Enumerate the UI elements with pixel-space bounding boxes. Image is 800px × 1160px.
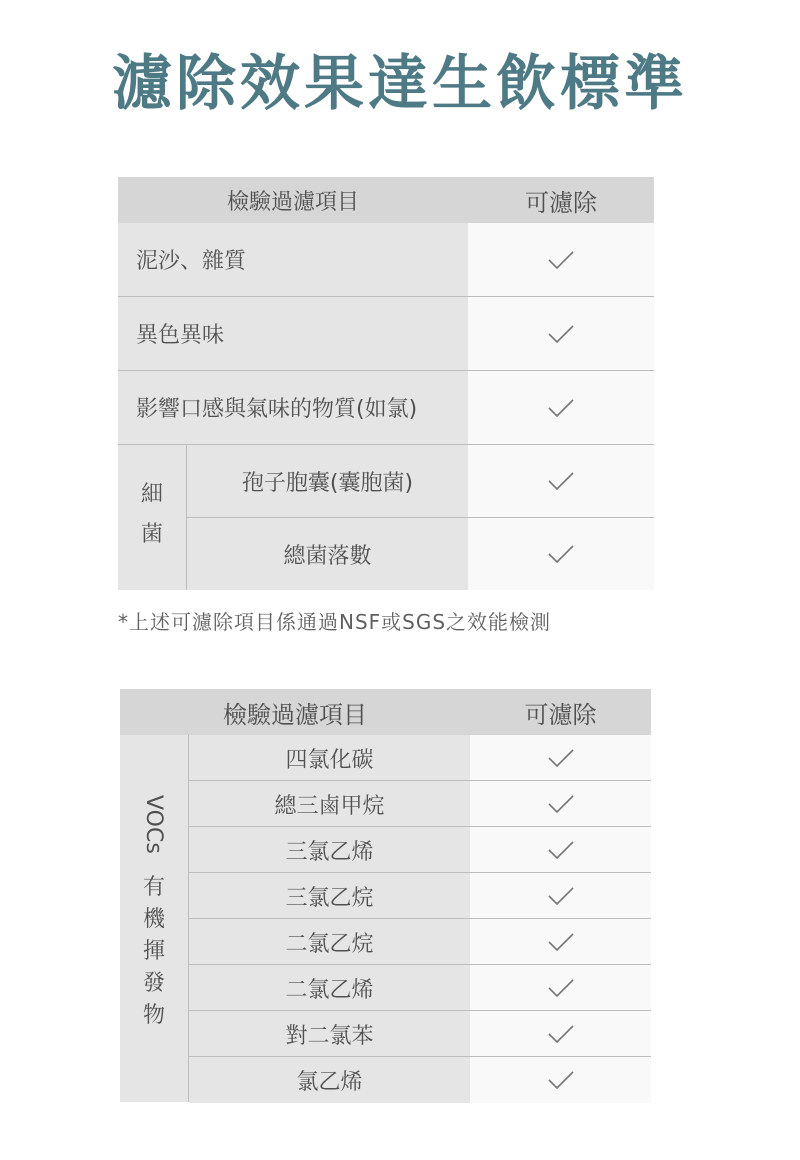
check-icon — [548, 886, 574, 906]
check-icon — [548, 794, 574, 814]
table2-row-item: 三氯乙烯 — [189, 827, 470, 873]
table1-row-check — [468, 223, 654, 296]
table2-row-item: 三氯乙烷 — [189, 873, 470, 919]
table2-row-check — [470, 873, 651, 919]
table1-row-item: 影響口感與氣味的物質(如氯) — [118, 371, 468, 444]
table1-header-result: 可濾除 — [468, 177, 654, 223]
table2-row-check — [470, 919, 651, 965]
table1-row-item: 孢子胞囊(囊胞菌) — [187, 445, 468, 517]
table2-row-item: 二氯乙烷 — [189, 919, 470, 965]
check-icon — [548, 1024, 574, 1044]
check-icon — [548, 932, 574, 952]
table1-row-item: 異色異味 — [118, 297, 468, 370]
check-icon — [548, 250, 574, 270]
table1-row-check — [468, 297, 654, 370]
table1-row-check — [468, 371, 654, 444]
check-icon — [548, 544, 574, 564]
vocs-latin-label: VOCs — [141, 795, 166, 854]
table2-row-item: 對二氯苯 — [189, 1011, 470, 1057]
check-icon — [548, 748, 574, 768]
table2-row-check — [470, 781, 651, 827]
table2-row-item: 氯乙烯 — [189, 1057, 470, 1103]
footnote: *上述可濾除項目係通過NSF或SGS之效能檢測 — [118, 610, 552, 634]
table2-row-check — [470, 735, 651, 781]
table2-row-check — [470, 965, 651, 1011]
check-icon — [548, 840, 574, 860]
table2-row-check — [470, 1057, 651, 1103]
table2-row-item: 總三鹵甲烷 — [189, 781, 470, 827]
table1-row-check — [468, 518, 654, 590]
table1-header-item: 檢驗過濾項目 — [118, 177, 468, 223]
check-icon — [548, 398, 574, 418]
table2-row-item: 二氯乙烯 — [189, 965, 470, 1011]
table2-header-result: 可濾除 — [470, 689, 651, 735]
table2-row-check — [470, 827, 651, 873]
check-icon — [548, 324, 574, 344]
bacteria-label: 細 菌 — [140, 482, 163, 547]
table2-header-item: 檢驗過濾項目 — [120, 689, 470, 735]
vocs-label: 有 機 揮 發 物 — [142, 875, 165, 1028]
check-icon — [548, 471, 574, 491]
table1-row-check — [468, 445, 654, 517]
table1-row-item: 總菌落數 — [187, 518, 468, 590]
table2-row-check — [470, 1011, 651, 1057]
page-title: 濾除效果達生飲標準 — [112, 49, 688, 119]
check-icon — [548, 1070, 574, 1090]
table2-row-item: 四氯化碳 — [189, 735, 470, 781]
check-icon — [548, 978, 574, 998]
table1-row-item: 泥沙、雜質 — [118, 223, 468, 296]
